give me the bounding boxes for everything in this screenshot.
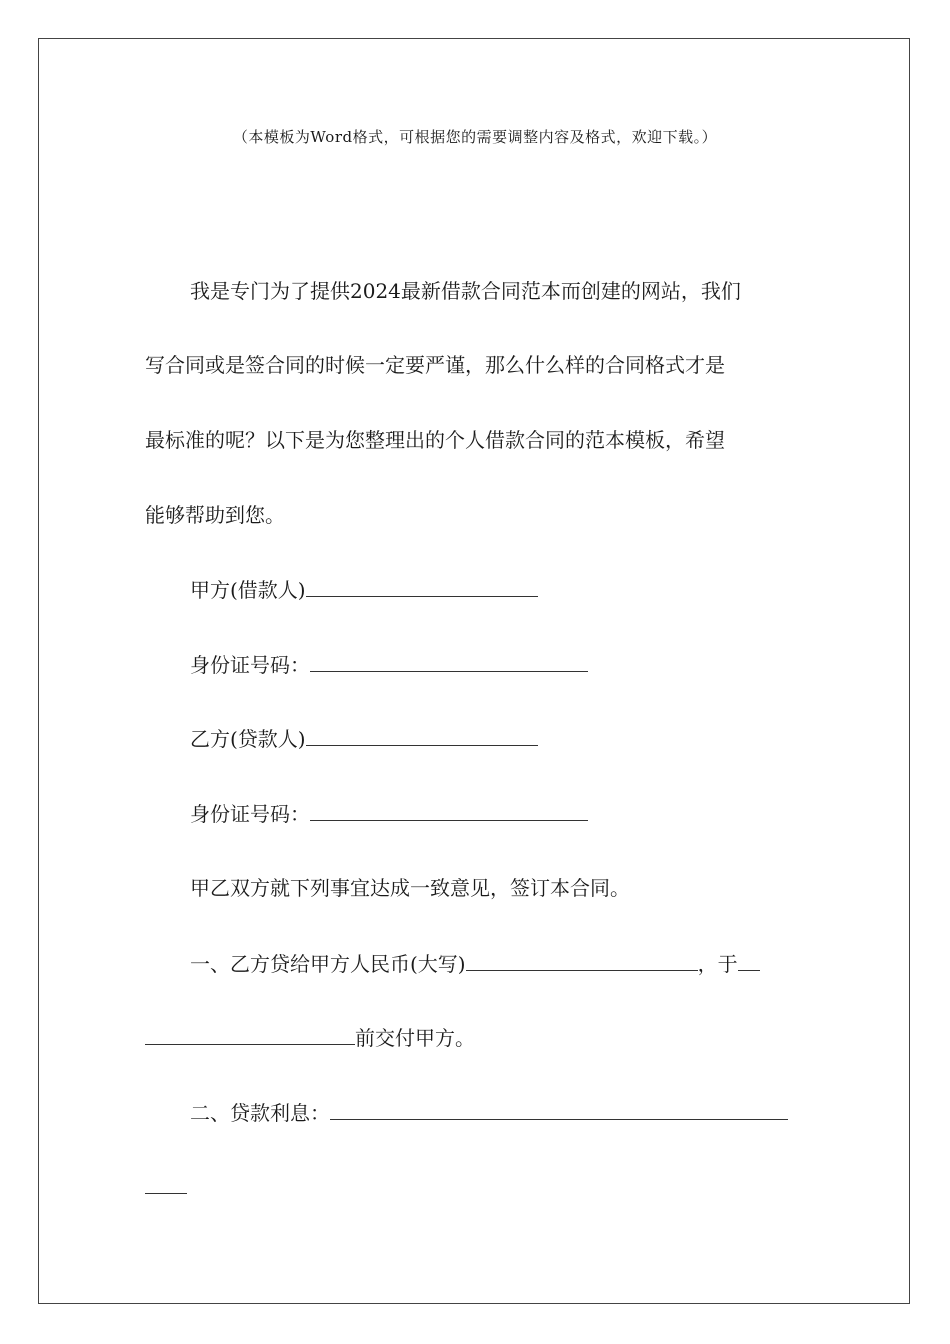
party-b-blank[interactable] [306,725,538,746]
party-b-row [190,725,538,752]
id-b-label: 身份证号码： [190,802,310,826]
id-b-row [190,800,588,827]
interest-blank[interactable] [330,1099,788,1120]
clause-1-mid: ，于 [697,952,738,976]
id-a-label: 身份证号码： [190,653,310,677]
interest-blank-cont[interactable] [145,1173,187,1194]
clause-1-start: 一、乙方贷给甲方人民币(大写) [190,952,466,976]
party-b-label: 乙方(贷款人) [190,727,306,751]
party-a-label: 甲方(借款人) [190,578,306,602]
intro-line-4: 能够帮助到您。 [145,503,285,527]
template-note: （本模板为Word格式，可根据您的需要调整内容及格式，欢迎下载。） [232,128,718,146]
clause-1-end: 前交付甲方。 [355,1026,475,1050]
date-blank[interactable] [145,1024,355,1045]
clause-1-cont-row [145,1024,475,1051]
clause-2-label: 二、贷款利息： [190,1101,330,1125]
id-a-blank[interactable] [310,651,588,672]
intro-line-3: 最标准的呢？以下是为您整理出的个人借款合同的范本模板，希望 [145,428,725,452]
agreement-text: 甲乙双方就下列事宜达成一致意见，签订本合同。 [190,876,630,900]
intro-line-2: 写合同或是签合同的时候一定要严谨，那么什么样的合同格式才是 [145,353,725,377]
clause-1-row [190,950,760,977]
id-a-row [190,651,588,678]
party-a-row [190,576,538,603]
intro-line-1: 我是专门为了提供2024最新借款合同范本而创建的网站，我们 [190,279,741,303]
clause-2-cont-row [145,1173,187,1200]
date-blank-start[interactable] [738,950,760,971]
party-a-blank[interactable] [306,576,538,597]
amount-blank[interactable] [466,950,698,971]
clause-2-row [190,1099,788,1126]
id-b-blank[interactable] [310,800,588,821]
